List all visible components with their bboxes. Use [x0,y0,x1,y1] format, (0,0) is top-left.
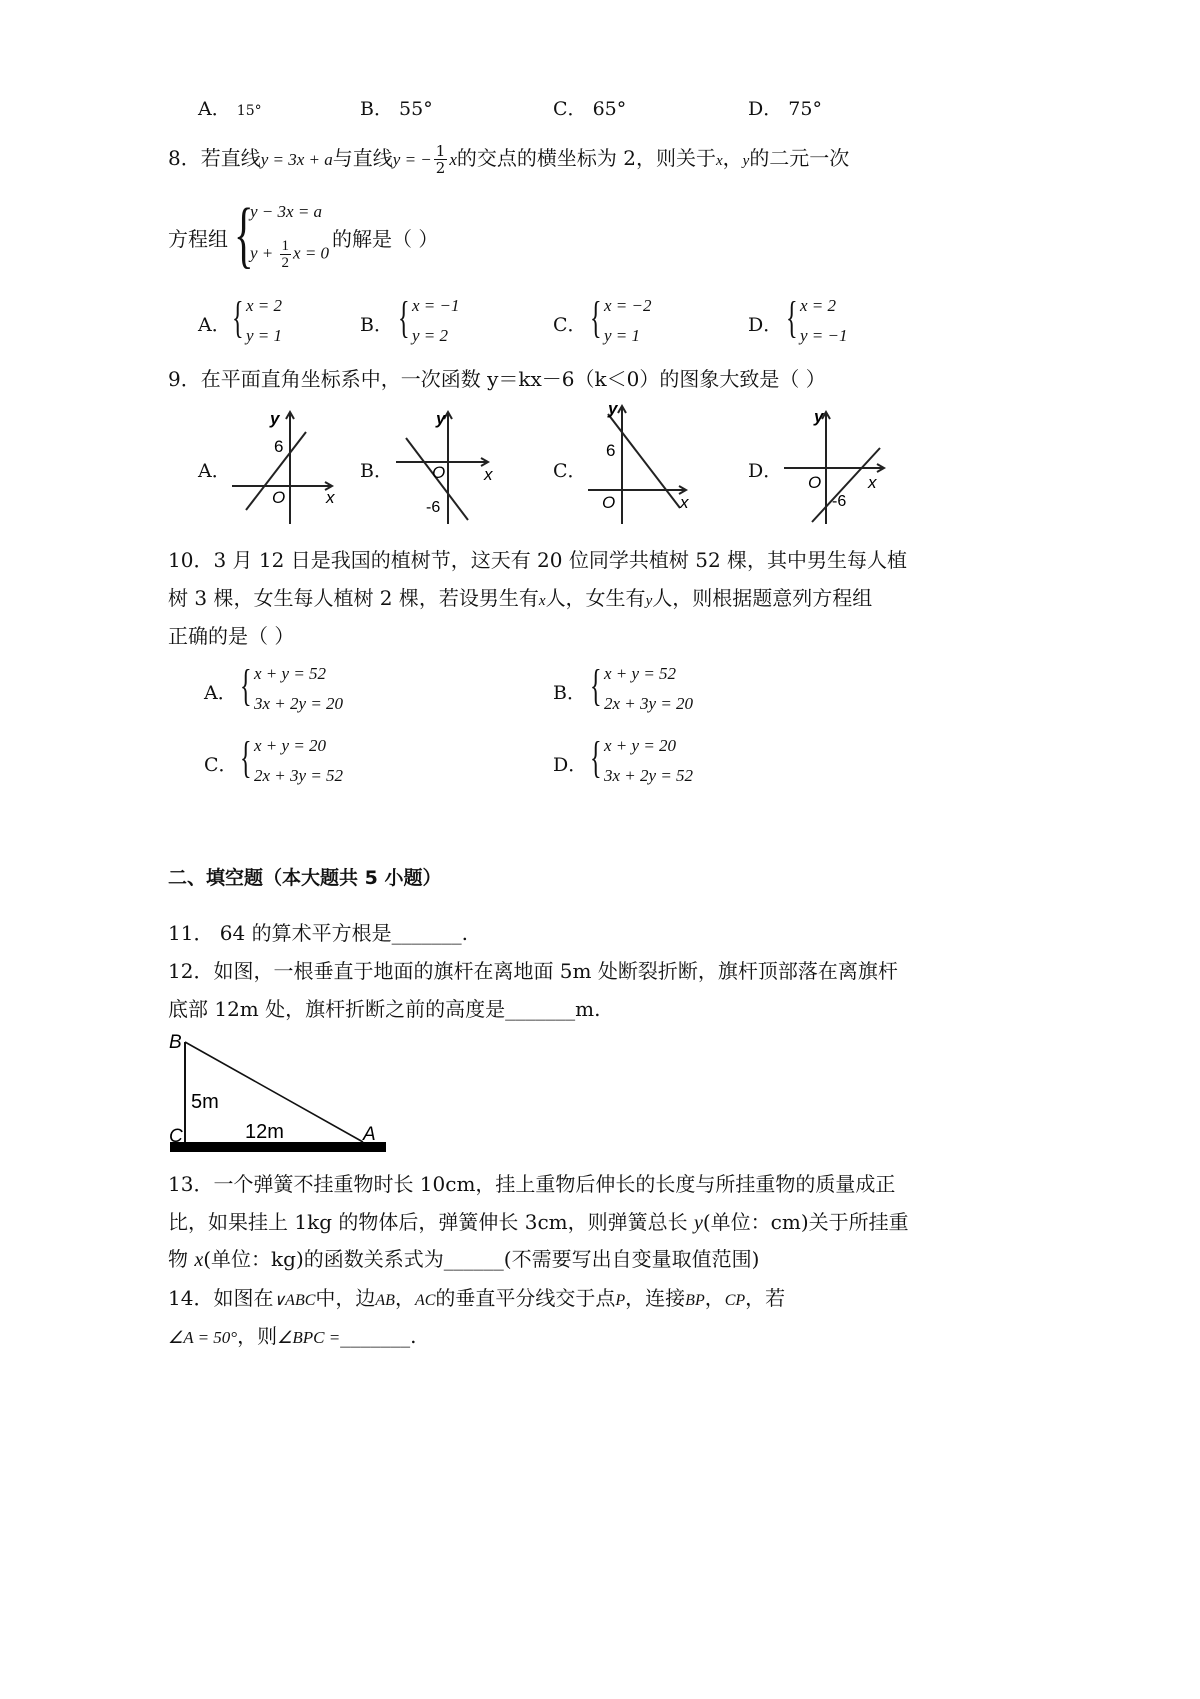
x-axis-label: x [326,488,335,507]
svg-text:-6: -6 [426,499,441,516]
section-heading: 二、填空题（本大题共 5 小题） [168,867,442,889]
q9-graph-b [392,402,502,526]
q9-option-a-letter: A． [198,460,231,482]
q14-stem-line2: ∠A = 50°，则∠BPC =_______. [168,1324,417,1348]
q9-graph-d [780,402,895,526]
q9-option-c-letter: C． [553,460,587,482]
svg-text:O: O [432,463,446,482]
q10-stem-line2: 树 3 棵，女生每人植树 2 棵，若设男生有x人，女生有y人，则根据题意列方程组 [168,586,873,610]
ground-bar [170,1142,386,1152]
height-label: 5m [191,1091,219,1113]
q13-stem-line1: 13．一个弹簧不挂重物时长 10cm，挂上重物后伸长的长度与所挂重物的质量成正 [168,1172,896,1196]
q10-option-d-letter: D． [553,754,588,776]
svg-text:y: y [814,407,824,426]
svg-text:x: x [868,473,877,492]
q10-option-b-letter: B． [553,682,586,704]
q8-option-d-letter: D． [748,314,783,336]
q8-stem-end: 的解是（ ） [332,227,439,251]
q9-option-d-letter: D． [748,460,783,482]
q13-stem-line2: 比，如果挂上 1kg 的物体后，弹簧伸长 3cm，则弹簧总长 y(单位：cm)关于所挂重 [168,1210,909,1234]
svg-text:O: O [602,493,616,512]
q7-option-b: B． 55° [360,98,433,120]
q12-stem-line1: 12．如图，一根垂直于地面的旗杆在离地面 5m 处断裂折断，旗杆顶部落在离旗杆 [168,959,898,983]
svg-text:x: x [680,493,689,512]
q8-stem-line1: 8．若直线y = 3x + a与直线y = − $\frac{1}{2}$ x的交点的横坐标为 2，则关于x，y的二元一次 [168,142,850,177]
q8-option-b-letter: B． [360,314,393,336]
y-axis-label: y [270,409,280,428]
q10-option-a-letter: A． [204,682,237,704]
q12-stem-line2: 底部 12m 处，旗杆折断之前的高度是_______m. [168,997,601,1021]
svg-text:6: 6 [606,441,616,460]
q10-option-c-letter: C． [204,754,238,776]
svg-text:O: O [808,473,822,492]
intercept-label: 6 [274,437,284,456]
q12-flagpole-figure [165,1030,390,1160]
q10-stem-line1: 10．3 月 12 日是我国的植树节，这天有 20 位同学共植树 52 棵，其中男生每人植 [168,548,908,572]
svg-text:y: y [608,399,618,418]
q9-stem: 9．在平面直角坐标系中，一次函数 y＝kx－6（k＜0）的图象大致是（ ） [168,367,826,391]
q11-stem: 11． 64 的算术平方根是_______. [168,921,468,945]
q7-option-a: A． 15° [198,98,262,120]
q10-stem-line3: 正确的是（ ） [168,624,295,648]
point-a-label: A [363,1124,376,1145]
q9-option-b-letter: B． [360,460,393,482]
q8-equation-system: { y − 3x = a y + $\frac{1}{2}$ x = 0 [234,194,330,276]
q9-graph-a [228,402,338,526]
base-label: 12m [245,1121,284,1143]
q8-option-a-letter: A． [198,314,231,336]
brace-icon: { [234,194,254,276]
q7-option-d: D． 75° [748,98,822,120]
svg-text:y: y [436,409,446,428]
q8-fraction: $\frac{1}{2}$ [435,142,446,177]
point-c-label: C [169,1126,183,1147]
q8-option-c-letter: C． [553,314,587,336]
q14-stem-line1: 14．如图在∨ABC中，边AB，AC的垂直平分线交于点P，连接BP，CP，若 [168,1286,786,1310]
svg-text:-6: -6 [832,493,847,510]
q9-graph-c [584,396,694,526]
q13-stem-line3: 物 x(单位：kg)的函数关系式为______(不需要写出自变量取值范围) [168,1247,760,1271]
point-b-label: B [169,1032,182,1053]
origin-label: O [272,488,286,507]
svg-text:x: x [484,465,493,484]
q7-option-c: C． 65° [553,98,627,120]
q8-stem-line2-label: 方程组 [168,227,228,251]
